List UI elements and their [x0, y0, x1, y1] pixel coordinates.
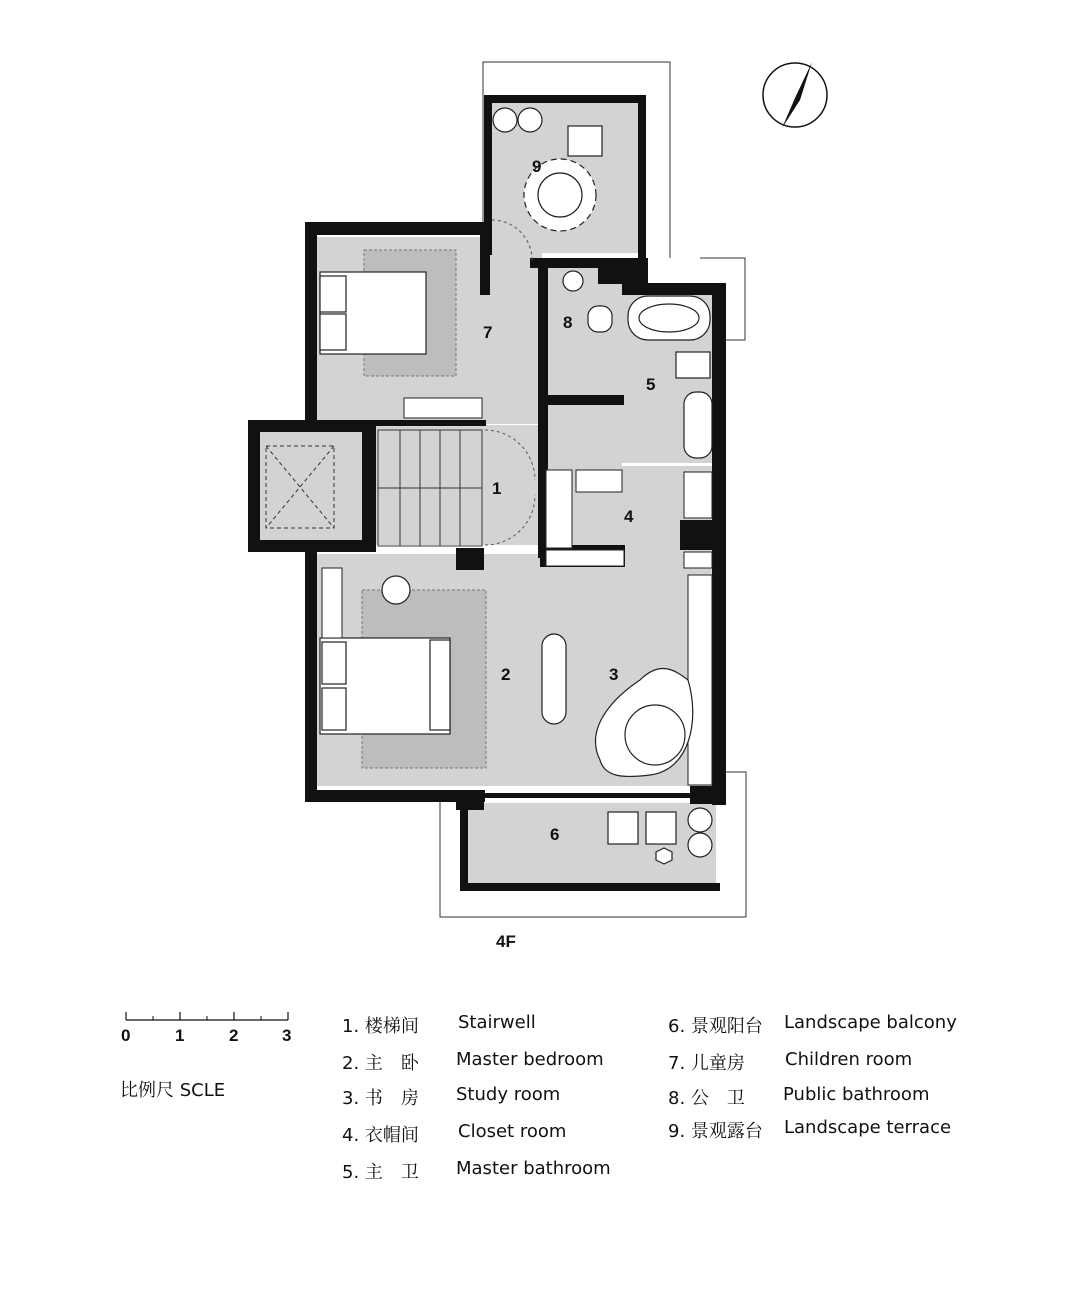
north-arrow-icon	[763, 62, 827, 128]
floor-label: 4F	[496, 932, 516, 951]
room-number-2: 2	[501, 665, 511, 684]
scale-title: 比例尺 SCLE	[120, 1080, 226, 1101]
room-number-1: 1	[492, 479, 502, 498]
scale-tick-0: 0	[121, 1026, 131, 1045]
scale-bar	[118, 1010, 308, 1050]
scale-tick-1: 1	[175, 1026, 185, 1045]
room-number-5: 5	[646, 375, 656, 394]
scale-ruler	[118, 1010, 308, 1026]
scale-tick-2: 2	[229, 1026, 239, 1045]
scale-tick-3: 3	[282, 1026, 292, 1045]
room-number-9: 9	[532, 157, 542, 176]
room-number-4: 4	[624, 507, 634, 526]
room-number-7: 7	[483, 323, 493, 342]
room-number-6: 6	[550, 825, 560, 844]
room-number-3: 3	[609, 665, 619, 684]
room-number-8: 8	[563, 313, 573, 332]
